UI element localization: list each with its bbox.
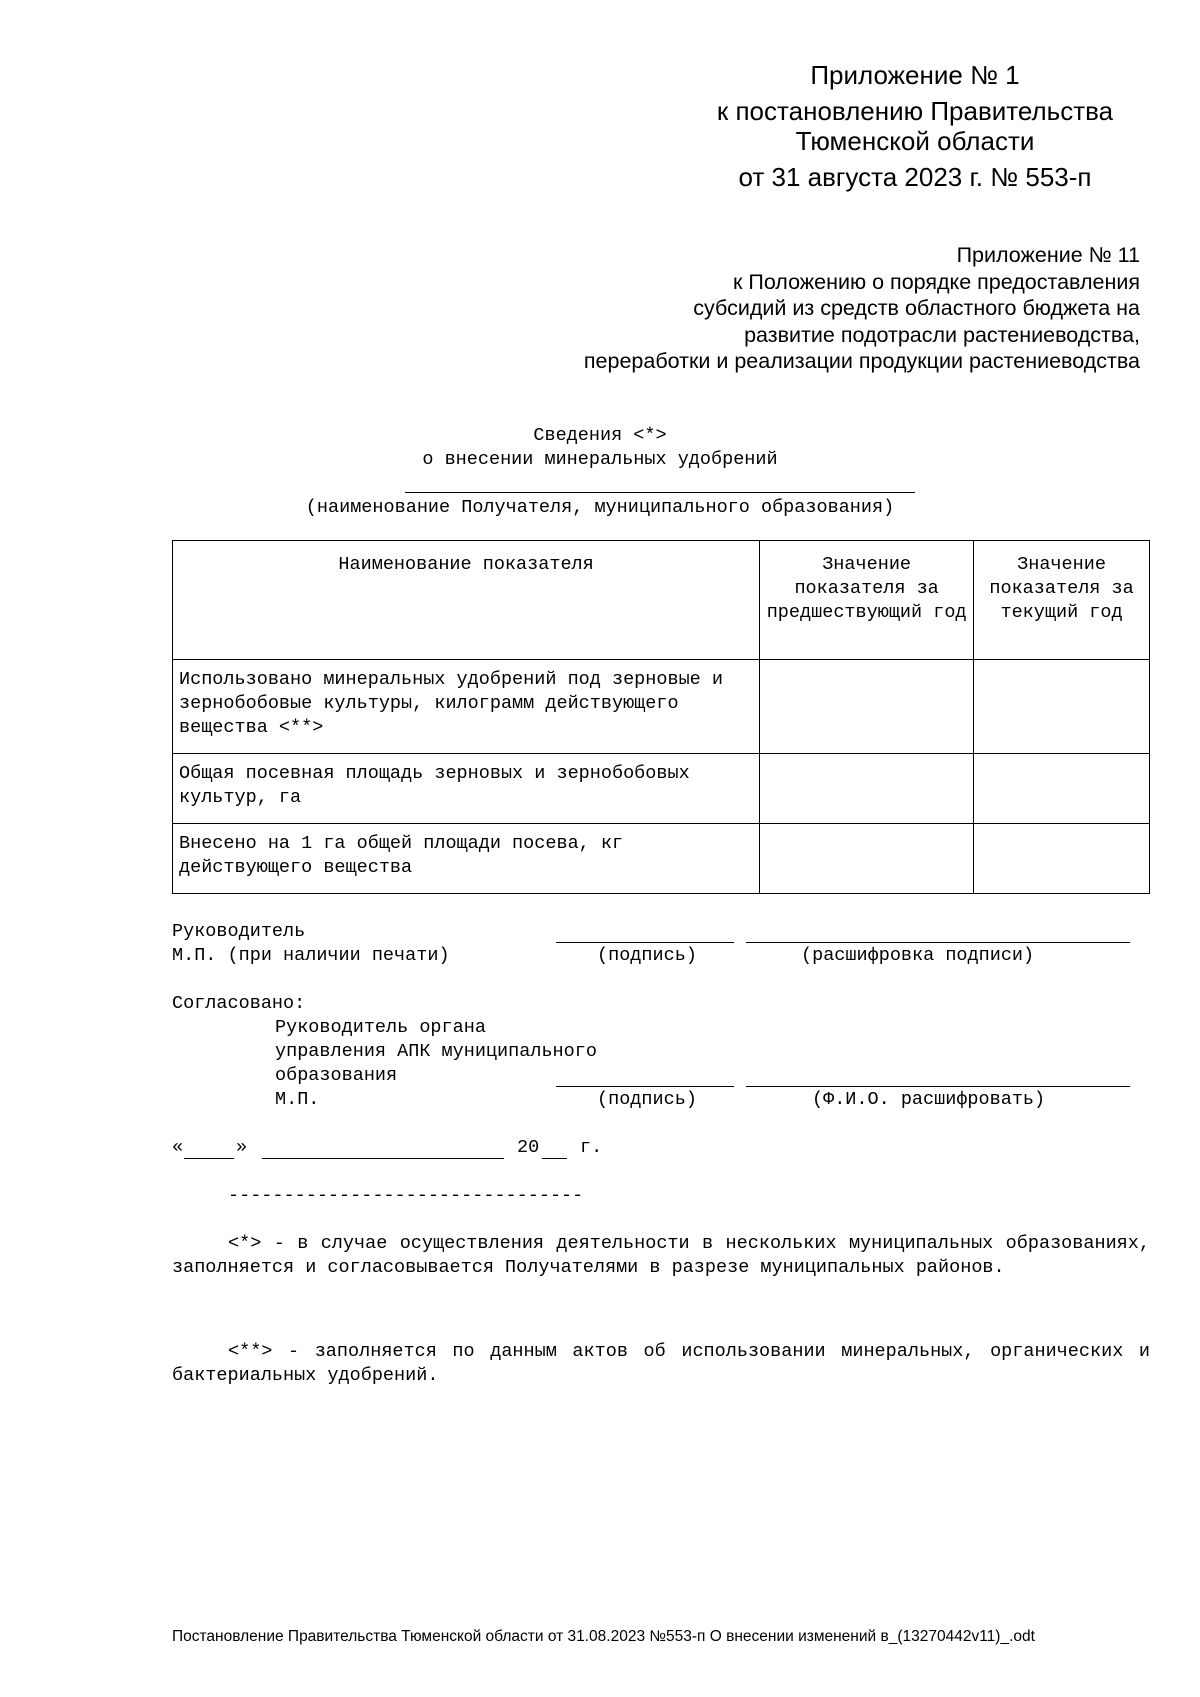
date-year-prefix: 20 [517,1137,540,1158]
row-name: Внесено на 1 га общей площади посева, кг действующего вещества [173,824,760,894]
table-row [173,660,1150,754]
document-filename-footer: Постановление Правительства Тюменской области от 31.08.2023 №553-п О внесении изменений в_(13270442v11)_.odt [172,1628,1035,1645]
header-current-year: Значение показателя за текущий год [974,541,1150,660]
date-month-field[interactable] [262,1158,504,1159]
appendix-ref-line: к постановлению Правительства [716,96,1114,126]
row-curr-value[interactable] [974,824,1150,894]
form-title: Сведения <*> [533,425,667,446]
appendix-11-title: Приложение № 11 [956,243,1140,267]
date-year-suffix: г. [580,1137,603,1158]
head-role-label: Руководитель [172,921,306,942]
date-day-field[interactable] [184,1158,234,1159]
head-sign-caption: (подпись) [597,945,697,966]
appendix-11-line4: развитие подотрасли растениеводства, [744,322,1140,347]
appendix-11-line2: к Положению о порядке предоставления [732,269,1140,294]
table-row [173,824,1150,894]
form-subtitle: о внесении минеральных удобрений [422,449,778,470]
row-name: Использовано минеральных удобрений под зерновые и зернобобовые культуры, килограмм действующего вещества <**> [173,660,760,754]
recipient-name-line[interactable] [405,492,915,493]
footnote-2: <**> - заполняется по данным актов об использовании минеральных, органических и бактериальных удобрений. [172,1341,1150,1386]
row-prev-value[interactable] [760,660,974,754]
head-stamp-label: М.П. (при наличии печати) [172,945,450,966]
agreed-stamp-label: М.П. [275,1089,320,1110]
head-signature-line[interactable] [556,942,734,943]
agreed-sign-caption: (подпись) [597,1089,697,1110]
header-indicator-name: Наименование показателя [173,541,760,660]
indicators-table [172,540,1150,894]
head-decode-line[interactable] [746,942,1130,943]
footnote-1: <*> - в случае осуществления деятельности в нескольких муниципальных образованиях, заполняется и согласовывается Получателями в разрезе муниципальных районов. [172,1233,1150,1278]
row-curr-value[interactable] [974,660,1150,754]
appendix-date-line: от 31 августа 2023 г. № 553-п [738,162,1092,192]
row-name: Общая посевная площадь зерновых и зернобобовых культур, га [173,754,760,824]
head-decode-caption: (расшифровка подписи) [801,945,1035,966]
row-curr-value[interactable] [974,754,1150,824]
date-year-field[interactable] [542,1158,567,1159]
header-prev-year: Значение показателя за предшествующий год [760,541,974,660]
appendix-11-line3: субсидий из средств областного бюджета на [693,296,1140,320]
agreed-decode-line[interactable] [746,1086,1130,1087]
appendix-11-line5: переработки и реализации продукции растениеводства [583,349,1140,373]
table-row [173,754,1150,824]
agreed-role-line2: управления АПК муниципального [275,1041,597,1062]
row-prev-value[interactable] [760,824,974,894]
footnote-separator: -------------------------------- [228,1185,584,1206]
date-close-quote: » [236,1137,248,1158]
date-open-quote: « [172,1137,184,1158]
appendix-title: Приложение № 1 [810,60,1020,90]
agreed-label: Согласовано: [172,993,306,1014]
appendix-region-line: Тюменской области [795,126,1035,156]
agreed-signature-line[interactable] [556,1086,734,1087]
recipient-caption: (наименование Получателя, муниципального образования) [305,497,895,518]
table-header-row [173,541,1150,660]
agreed-role-line1: Руководитель органа [275,1017,486,1038]
agreed-decode-caption: (Ф.И.О. расшифровать) [812,1089,1046,1110]
row-prev-value[interactable] [760,754,974,824]
agreed-role-line3: образования [275,1065,398,1086]
appendix-11-block [584,242,1140,375]
